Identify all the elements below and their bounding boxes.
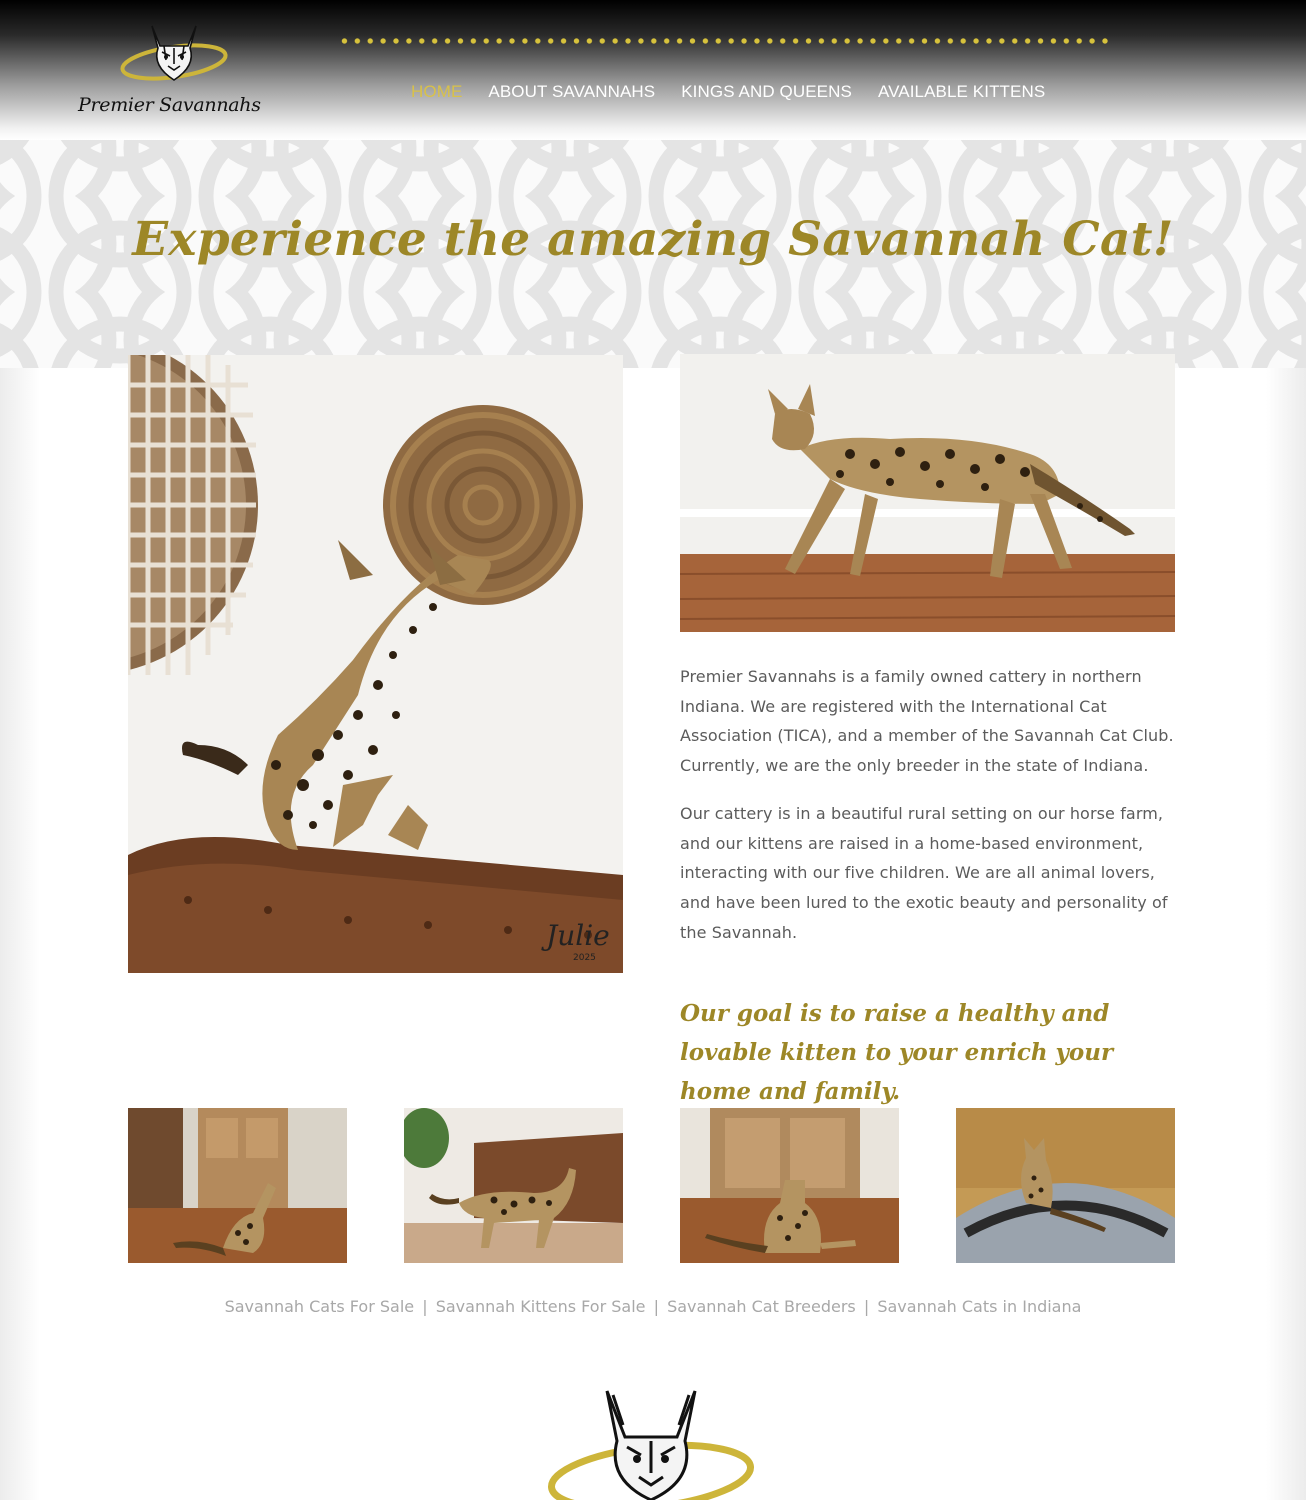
footer-separator: |	[422, 1297, 428, 1316]
photo-cat-walking	[680, 354, 1175, 632]
footer-link-cats-for-sale[interactable]: Savannah Cats For Sale	[224, 1297, 415, 1316]
nav-kings-and-queens[interactable]: KINGS AND QUEENS	[681, 82, 852, 101]
photographer-signature: Julie	[546, 919, 610, 952]
thumbnail-kitten-sitting-floor[interactable]	[680, 1108, 899, 1263]
left-edge-shade	[0, 368, 40, 1500]
nav-available-kittens[interactable]: AVAILABLE KITTENS	[877, 82, 1046, 101]
footer-logo	[545, 1385, 760, 1500]
goal-statement: Our goal is to raise a healthy and lovable kitten to your enrich your home and family.	[680, 1000, 1114, 1105]
about-paragraph-2: Our cattery is in a beautiful rural setting on our horse farm, and our kittens are raised in a home-based environment, interacting with our five children. We are all animal lovers, and have been lured to the exotic beauty and personality of the Savannah.	[680, 804, 1168, 942]
footer-separator: |	[863, 1297, 870, 1316]
about-paragraph-1: Premier Savannahs is a family owned cattery in northern Indiana. We are registered with the International Cat Association (TICA), and a member of the Savannah Cat Club. Currently, we are the only breeder in the state of Indiana.	[680, 667, 1174, 776]
thumbnail-kitten-playing-door[interactable]	[128, 1108, 347, 1263]
site-header	[0, 0, 1306, 140]
cat-logo-icon	[545, 1385, 760, 1500]
seo-footer-links	[0, 1297, 1306, 1316]
logo-wordmark: Premier Savannahs	[78, 94, 261, 116]
thumbnail-kitten-outdoors[interactable]	[956, 1108, 1175, 1263]
nav-about-savannahs[interactable]: ABOUT SAVANNAHS	[488, 82, 656, 101]
hero-title: Experience the amazing Savannah Cat!	[132, 212, 1174, 267]
nav-home[interactable]: HOME	[411, 82, 463, 101]
photographer-signature-year: 2025	[573, 953, 596, 963]
decorative-dot-divider	[338, 36, 1114, 46]
site-logo[interactable]	[78, 18, 270, 130]
photo-cat-scratching-basket	[128, 355, 623, 973]
right-edge-shade	[1266, 368, 1306, 1500]
footer-link-cats-in-indiana[interactable]: Savannah Cats in Indiana	[877, 1297, 1082, 1316]
thumbnail-kitten-by-sofa[interactable]	[404, 1108, 623, 1263]
footer-link-cat-breeders[interactable]: Savannah Cat Breeders	[667, 1297, 856, 1316]
footer-separator: |	[653, 1297, 659, 1316]
main-navigation	[398, 82, 1058, 102]
footer-link-kittens-for-sale[interactable]: Savannah Kittens For Sale	[435, 1297, 646, 1316]
cat-logo-icon	[78, 18, 270, 98]
